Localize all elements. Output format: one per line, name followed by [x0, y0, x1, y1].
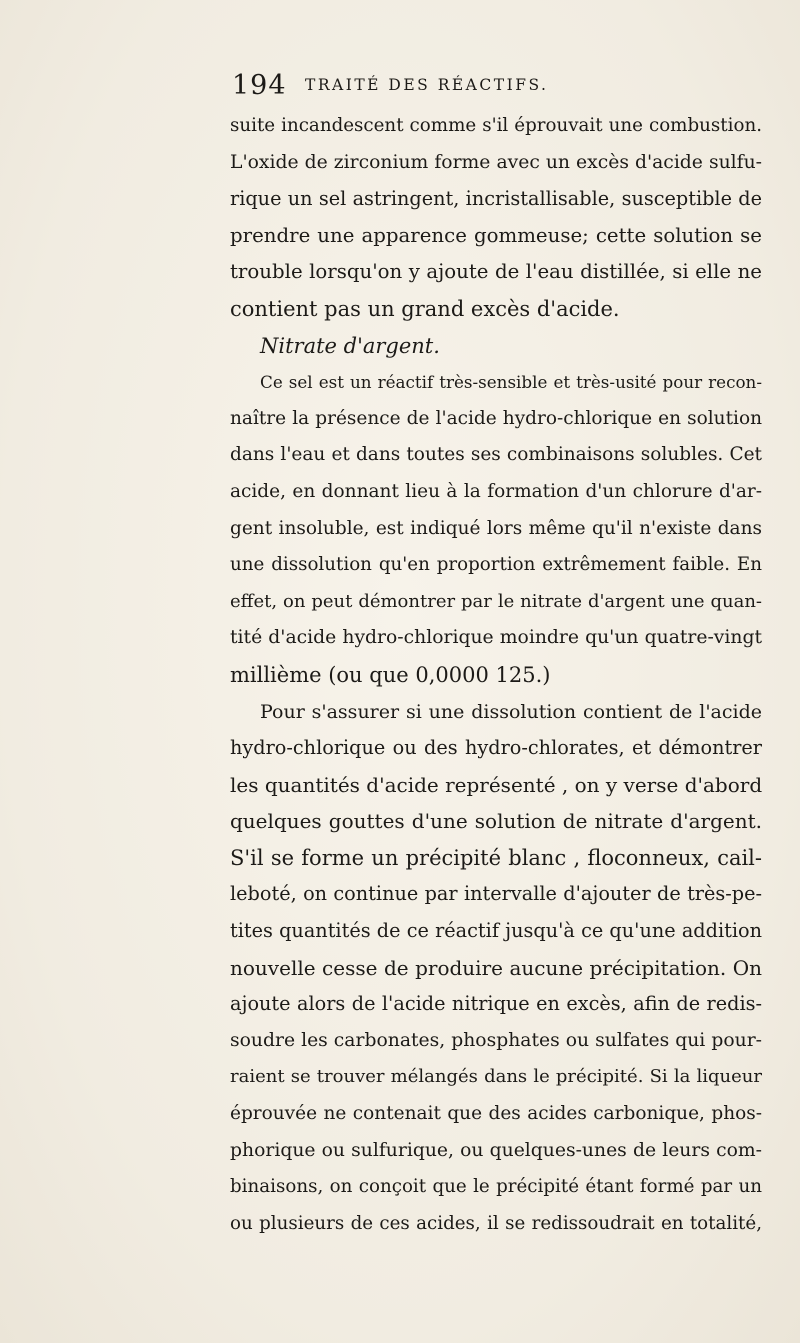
body-text [230, 108, 762, 1242]
text-line: phorique ou sulfurique, ou quelques-unes de leurs com- [230, 1139, 762, 1161]
text-line: nouvelle cesse de produire aucune précipitation. On [230, 955, 762, 980]
text-line: naître la présence de l'acide hydro-chlorique en solution [230, 407, 762, 429]
text-line: Ce sel est un réactif très-sensible et très-usité pour recon- [260, 372, 762, 393]
text-line: effet, on peut démontrer par le nitrate d'argent une quan- [230, 590, 762, 612]
text-line: leboté, on continue par intervalle d'ajouter de très-pe- [230, 882, 762, 906]
text-line: raient se trouver mélangés dans le précipité. Si la liqueur [230, 1066, 762, 1088]
text-line: millième (ou que 0,0000 125.) [230, 662, 551, 687]
text-line: ou plusieurs de ces acides, il se redissoudrait en totalité, [230, 1212, 762, 1234]
text-line: binaisons, on conçoit que le précipité étant formé par un [230, 1176, 762, 1198]
text-line: suite incandescent comme s'il éprouvait une combustion. [230, 115, 762, 136]
text-line: quelques gouttes d'une solution de nitrate d'argent. [230, 809, 762, 834]
section-heading: Nitrate d'argent. [260, 333, 440, 358]
text-line: rique un sel astringent, incristallisable, susceptible de [230, 187, 762, 211]
text-line: trouble lorsqu'on y ajoute de l'eau distillée, si elle ne [230, 260, 762, 284]
running-title: TRAITÉ DES RÉACTIFS. [305, 76, 549, 94]
page-number: 194 [232, 70, 287, 101]
text-line: hydro-chlorique ou des hydro-chlorates, et démontrer [230, 736, 762, 760]
text-line: prendre une apparence gommeuse; cette solution se [230, 223, 762, 247]
page-header [0, 70, 800, 106]
text-line: dans l'eau et dans toutes ses combinaisons solubles. Cet [230, 444, 762, 466]
text-line: Pour s'assurer si une dissolution contient de l'acide [260, 700, 762, 723]
text-line: tites quantités de ce réactif jusqu'à ce qu'une addition [230, 919, 762, 943]
text-line: soudre les carbonates, phosphates ou sulfates qui pour- [230, 1029, 762, 1051]
text-line: acide, en donnant lieu à la formation d'un chlorure d'ar- [230, 480, 762, 502]
text-line: une dissolution qu'en proportion extrêmement faible. En [230, 554, 762, 576]
text-line: tité d'acide hydro-chlorique moindre qu'un quatre-vingt [230, 627, 762, 649]
text-line: gent insoluble, est indiqué lors même qu'il n'existe dans [230, 517, 762, 539]
text-line: S'il se forme un précipité blanc , floconneux, cail- [230, 845, 762, 870]
text-line: les quantités d'acide représenté , on y verse d'abord [230, 772, 763, 797]
text-line: ajoute alors de l'acide nitrique en excès, afin de redis- [230, 992, 762, 1016]
text-line: éprouvée ne contenait que des acides carbonique, phos- [230, 1103, 762, 1125]
text-line: contient pas un grand excès d'acide. [230, 296, 620, 321]
text-line: L'oxide de zirconium forme avec un excès d'acide sulfu- [230, 151, 762, 173]
